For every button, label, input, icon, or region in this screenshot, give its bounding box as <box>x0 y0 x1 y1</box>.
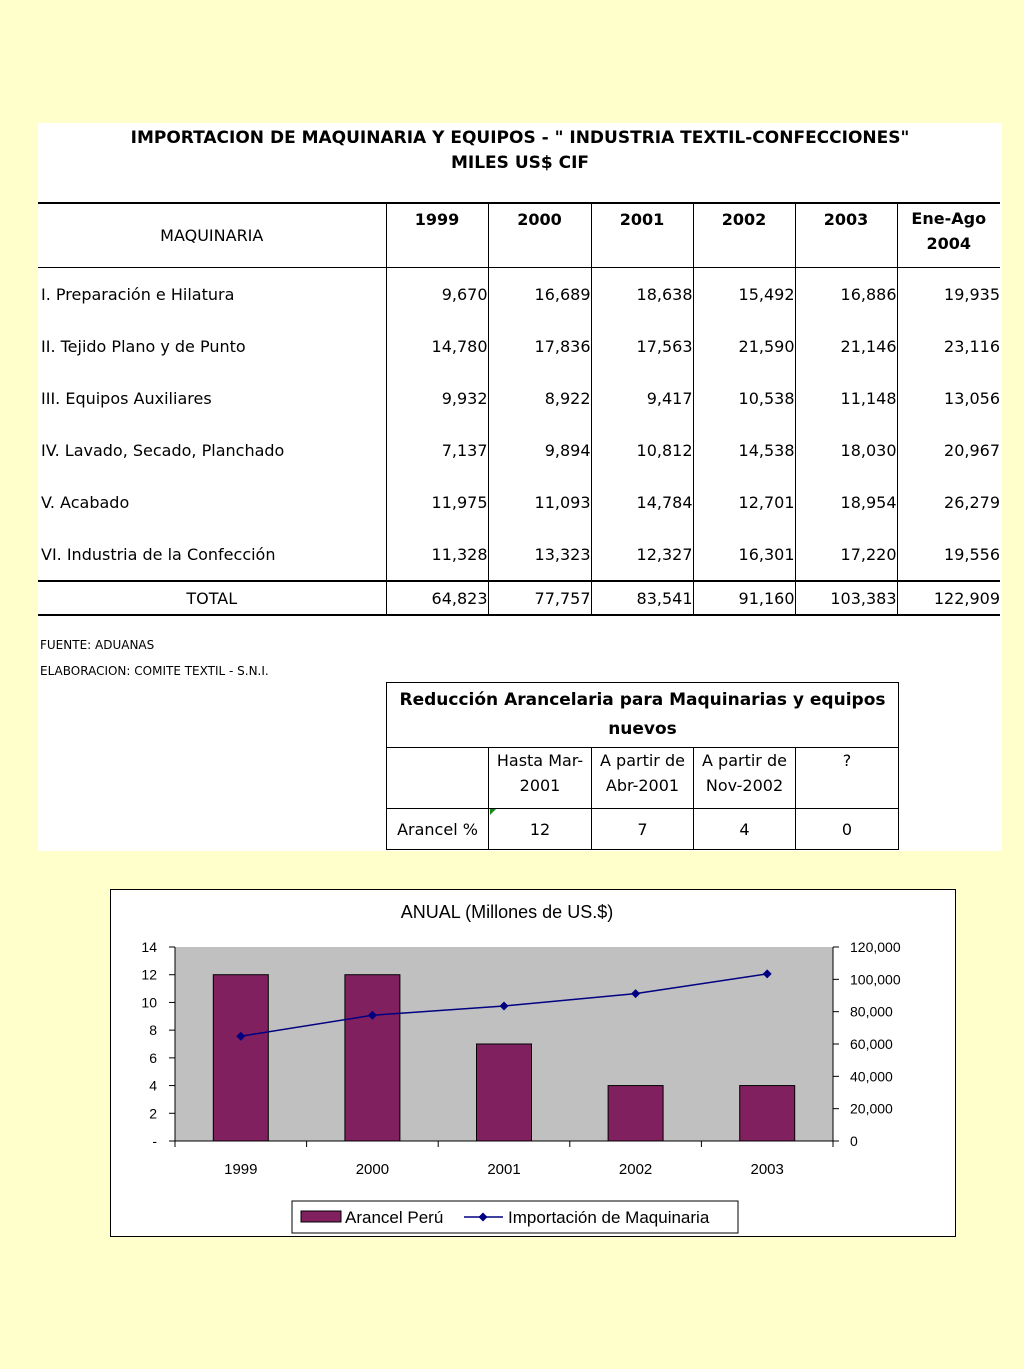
row-label: II. Tejido Plano y de Punto <box>38 320 386 372</box>
tariff-title-line2: nuevos <box>608 719 677 739</box>
row-value: 11,975 <box>386 476 488 528</box>
header-maquinaria: MAQUINARIA <box>38 203 386 268</box>
row-value: 7,137 <box>386 424 488 476</box>
annual-chart <box>110 889 956 1237</box>
tariff-col-line2: 2001 <box>519 776 561 795</box>
row-value: 26,279 <box>944 492 1000 512</box>
row-value: 13,323 <box>488 528 591 581</box>
right-tick-label: 40,000 <box>850 1068 893 1085</box>
header-ene-ago <box>897 203 1000 268</box>
row-value: 18,030 <box>795 424 897 476</box>
row-value: 21,146 <box>795 320 897 372</box>
row-label: VI. Industria de la Confección <box>38 528 386 581</box>
header-year: 2002 <box>693 203 795 268</box>
x-tick-label: 1999 <box>224 1161 258 1178</box>
row-value: 21,590 <box>693 320 795 372</box>
row-value: 17,563 <box>591 320 693 372</box>
row-value: 16,689 <box>488 268 591 321</box>
row-value: 19,935 <box>944 284 1000 304</box>
tariff-col-line1: ? <box>842 751 852 770</box>
tariff-title-line1: Reducción Arancelaria para Maquinarias y equipos <box>399 690 886 710</box>
row-value: 13,056 <box>944 388 1000 408</box>
credit-note: ELABORACION: COMITE TEXTIL - S.N.I. <box>40 664 269 678</box>
row-value: 19,556 <box>944 544 1000 564</box>
right-tick-label: 80,000 <box>850 1003 893 1020</box>
row-value: 9,417 <box>591 372 693 424</box>
row-value: 10,812 <box>591 424 693 476</box>
tariff-col-header <box>694 748 796 809</box>
table-row <box>38 372 1000 424</box>
right-tick-label: 20,000 <box>850 1100 893 1117</box>
header-ene-ago-line1: Ene-Ago <box>911 209 987 228</box>
row-label: I. Preparación e Hilatura <box>38 268 386 321</box>
tariff-header-empty <box>387 748 489 809</box>
total-value: 91,160 <box>693 581 795 615</box>
table-row <box>38 424 1000 476</box>
row-value: 11,093 <box>488 476 591 528</box>
row-value: 15,492 <box>693 268 795 321</box>
left-tick-label: 8 <box>149 1022 157 1039</box>
bar-arancel <box>345 975 400 1141</box>
left-tick-label: 10 <box>141 994 157 1011</box>
x-tick-label: 2002 <box>618 1161 653 1178</box>
row-value: 16,301 <box>693 528 795 581</box>
row-value: 12,701 <box>693 476 795 528</box>
row-value: 14,780 <box>386 320 488 372</box>
legend-label-arancel: Arancel Perú <box>345 1208 444 1227</box>
tariff-value: 7 <box>592 809 694 850</box>
row-value: 18,954 <box>795 476 897 528</box>
row-value: 16,886 <box>795 268 897 321</box>
legend-label-importacion: Importación de Maquinaria <box>508 1208 710 1227</box>
tariff-col-line1: Hasta Mar- <box>496 751 584 770</box>
row-value: 9,894 <box>488 424 591 476</box>
tariff-col-line1: A partir de <box>702 751 787 770</box>
tariff-value: 12 <box>489 809 592 850</box>
row-value: 11,328 <box>386 528 488 581</box>
left-tick-label: 6 <box>149 1049 157 1066</box>
bar-arancel <box>213 975 268 1141</box>
header-year: 2001 <box>591 203 693 268</box>
row-value: 12,327 <box>591 528 693 581</box>
bar-arancel <box>608 1086 663 1141</box>
legend-swatch-arancel <box>301 1211 341 1222</box>
import-table <box>38 202 1000 616</box>
tariff-col-header <box>592 748 694 809</box>
tariff-value: 4 <box>694 809 796 850</box>
right-tick-label: 0 <box>850 1133 858 1149</box>
row-value: 17,220 <box>795 528 897 581</box>
table-row <box>38 320 1000 372</box>
source-note: FUENTE: ADUANAS <box>40 638 155 652</box>
tariff-header-row <box>387 748 899 809</box>
row-label: V. Acabado <box>38 476 386 528</box>
data-panel <box>38 123 1002 851</box>
total-value: 64,823 <box>386 581 488 615</box>
right-tick-label: 60,000 <box>850 1036 893 1052</box>
row-value: 17,836 <box>488 320 591 372</box>
table-title: IMPORTACION DE MAQUINARIA Y EQUIPOS - " INDUSTRIA TEXTIL-CONFECCIONES" <box>130 128 910 148</box>
row-value: 9,670 <box>386 268 488 321</box>
header-year: 2003 <box>795 203 897 268</box>
left-tick-label: - <box>152 1133 157 1149</box>
row-value: 10,538 <box>693 372 795 424</box>
table-subtitle: MILES US$ CIF <box>450 153 590 173</box>
tariff-col-line2: Abr-2001 <box>605 776 680 795</box>
row-value: 8,922 <box>488 372 591 424</box>
right-tick-label: 120,000 <box>850 939 901 955</box>
tariff-col-line1: A partir de <box>600 751 685 770</box>
chart-svg <box>111 890 955 1236</box>
header-ene-ago-line2: 2004 <box>926 234 972 253</box>
table-row <box>38 268 1000 321</box>
row-value: 20,967 <box>944 440 1000 460</box>
bar-arancel <box>740 1086 795 1141</box>
x-tick-label: 2003 <box>750 1161 784 1178</box>
tariff-col-header <box>489 748 592 809</box>
cell-comment-marker <box>490 809 496 815</box>
table-header-row <box>38 203 1000 268</box>
tariff-col-header <box>796 748 899 809</box>
tariff-col-line2: Nov-2002 <box>705 776 784 795</box>
total-value: 103,383 <box>795 581 897 615</box>
left-tick-label: 4 <box>149 1077 157 1094</box>
tariff-title <box>387 683 899 748</box>
tariff-row-label: Arancel % <box>387 809 489 850</box>
tariff-title-row <box>387 683 899 748</box>
header-year: 2000 <box>488 203 591 268</box>
tariff-value: 0 <box>796 809 899 850</box>
row-value: 18,638 <box>591 268 693 321</box>
table-row <box>38 528 1000 581</box>
row-label: III. Equipos Auxiliares <box>38 372 386 424</box>
bar-arancel <box>477 1044 532 1141</box>
row-value: 9,932 <box>386 372 488 424</box>
total-value: 77,757 <box>488 581 591 615</box>
row-value: 23,116 <box>944 336 1000 356</box>
x-tick-label: 2000 <box>355 1161 390 1178</box>
right-tick-label: 100,000 <box>850 971 901 988</box>
x-tick-label: 2001 <box>487 1161 521 1178</box>
row-value: 14,784 <box>591 476 693 528</box>
tariff-table <box>386 682 899 850</box>
total-row <box>38 581 1000 615</box>
tariff-value-row <box>387 809 899 850</box>
row-label: IV. Lavado, Secado, Planchado <box>38 424 386 476</box>
left-tick-label: 2 <box>149 1105 157 1122</box>
row-value: 11,148 <box>795 372 897 424</box>
header-year: 1999 <box>386 203 488 268</box>
left-tick-label: 14 <box>141 939 157 955</box>
table-row <box>38 476 1000 528</box>
chart-title: ANUAL (Millones de US.$) <box>400 902 614 922</box>
total-value: 122,909 <box>897 581 1000 615</box>
left-tick-label: 12 <box>141 966 157 983</box>
total-value: 83,541 <box>591 581 693 615</box>
total-label: TOTAL <box>38 581 386 615</box>
row-value: 14,538 <box>693 424 795 476</box>
